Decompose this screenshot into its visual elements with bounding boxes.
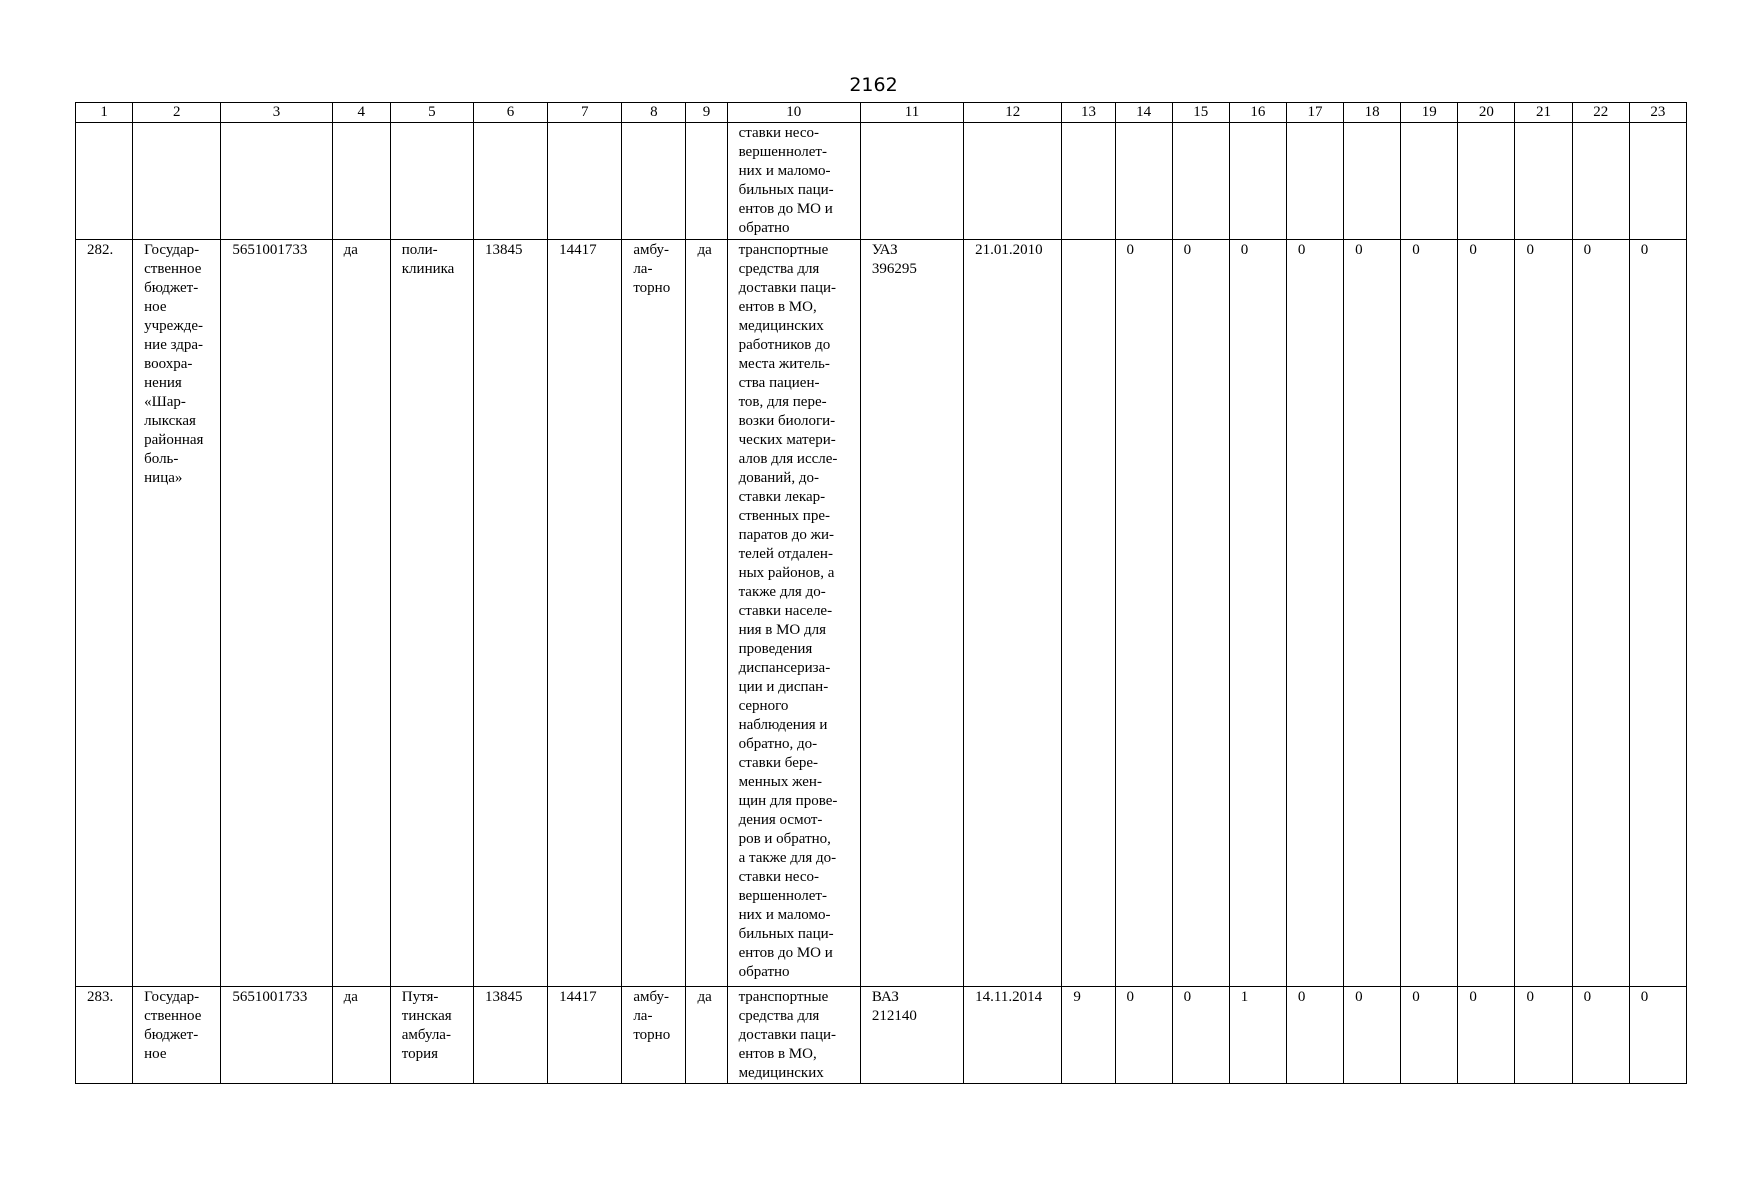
column-number: 13 (1062, 103, 1115, 123)
table-cell: 0 (1401, 240, 1458, 987)
table-cell: 5651001733 (221, 240, 332, 987)
table-row (76, 123, 1687, 240)
table-cell: 14417 (548, 240, 622, 987)
table-cell: 13845 (473, 987, 547, 1084)
table-cell (1062, 240, 1115, 987)
table-cell (622, 123, 686, 240)
column-number: 4 (332, 103, 390, 123)
column-number: 17 (1286, 103, 1343, 123)
table-cell: 14.11.2014 (964, 987, 1062, 1084)
table-cell: 283. (76, 987, 133, 1084)
table-cell: да (332, 987, 390, 1084)
table-cell: 0 (1458, 987, 1515, 1084)
table-cell: 0 (1572, 240, 1629, 987)
table-cell: да (686, 240, 727, 987)
table-cell: 14417 (548, 987, 622, 1084)
table-cell: ставки несо- вершеннолет- них и маломо- бильных паци- ентов до МО и обратно (727, 123, 860, 240)
column-number: 10 (727, 103, 860, 123)
table-cell: 0 (1115, 987, 1172, 1084)
table-cell (1115, 123, 1172, 240)
table-cell (1515, 123, 1572, 240)
column-number: 14 (1115, 103, 1172, 123)
page-number: 2162 (849, 74, 898, 96)
table-cell: 0 (1572, 987, 1629, 1084)
table-cell: Путя- тинская амбула- тория (390, 987, 473, 1084)
table-cell: поли- клиника (390, 240, 473, 987)
table-cell: 5651001733 (221, 987, 332, 1084)
table-cell (390, 123, 473, 240)
column-number: 2 (133, 103, 221, 123)
table-cell: 0 (1458, 240, 1515, 987)
table-cell: 0 (1172, 987, 1229, 1084)
table-cell: 0 (1229, 240, 1286, 987)
table-cell: 0 (1629, 987, 1686, 1084)
table-cell: ВАЗ 212140 (860, 987, 963, 1084)
table-cell (76, 123, 133, 240)
column-number: 5 (390, 103, 473, 123)
table-cell (964, 123, 1062, 240)
table-cell: 0 (1629, 240, 1686, 987)
table-cell (1229, 123, 1286, 240)
data-table (75, 102, 1687, 1084)
column-number: 22 (1572, 103, 1629, 123)
table-cell: амбу- ла- торно (622, 987, 686, 1084)
table-cell (1458, 123, 1515, 240)
column-number: 3 (221, 103, 332, 123)
table-cell (1401, 123, 1458, 240)
table-cell: транспортные средства для доставки паци- ентов в МО, медицинских (727, 987, 860, 1084)
column-number: 6 (473, 103, 547, 123)
table-cell: 21.01.2010 (964, 240, 1062, 987)
table-cell: 0 (1115, 240, 1172, 987)
column-number: 19 (1401, 103, 1458, 123)
table-cell: 9 (1062, 987, 1115, 1084)
table-cell: 0 (1515, 987, 1572, 1084)
column-number: 7 (548, 103, 622, 123)
column-number: 1 (76, 103, 133, 123)
column-number: 9 (686, 103, 727, 123)
column-number-row (76, 103, 1687, 123)
table-cell: 282. (76, 240, 133, 987)
table-cell (860, 123, 963, 240)
table-cell: 0 (1286, 240, 1343, 987)
table-row (76, 240, 1687, 987)
column-number: 23 (1629, 103, 1686, 123)
table-cell (1286, 123, 1343, 240)
table-cell (221, 123, 332, 240)
table-cell (548, 123, 622, 240)
table-cell: 0 (1344, 240, 1401, 987)
table-cell: 0 (1344, 987, 1401, 1084)
column-number: 11 (860, 103, 963, 123)
table-cell (686, 123, 727, 240)
column-number: 12 (964, 103, 1062, 123)
table-cell: транспортные средства для доставки паци- ентов в МО, медицинских работников до места житель- ства пациен- тов, для пере- возки биологи- ческих матери- алов для иссле- дований, до- ставки лекар- ственных пре- паратов до жи- телей отдален- ных районов, а также для до- ставки населе- ния в МО для проведения диспансериза- ции и диспан- серного наблюдения и обратно, до- ставки бере- менных жен- щин для прове- дения осмот- ров и обратно, а также для до- ставки несо- вершеннолет- них и маломо- бильных паци- ентов до МО и обратно (727, 240, 860, 987)
table-cell (1062, 123, 1115, 240)
table-cell: 0 (1286, 987, 1343, 1084)
table-cell (133, 123, 221, 240)
table-cell (1629, 123, 1686, 240)
table-row (76, 987, 1687, 1084)
table-cell (1572, 123, 1629, 240)
column-number: 16 (1229, 103, 1286, 123)
column-number: 18 (1344, 103, 1401, 123)
table-cell: УАЗ 396295 (860, 240, 963, 987)
column-number: 15 (1172, 103, 1229, 123)
table-cell: 13845 (473, 240, 547, 987)
column-number: 20 (1458, 103, 1515, 123)
table-cell: 0 (1401, 987, 1458, 1084)
table-cell: Государ- ственное бюджет- ное (133, 987, 221, 1084)
table-cell (1344, 123, 1401, 240)
table-cell: 0 (1172, 240, 1229, 987)
table-cell (332, 123, 390, 240)
table-cell: 1 (1229, 987, 1286, 1084)
table-cell (473, 123, 547, 240)
column-number: 21 (1515, 103, 1572, 123)
table-cell: да (332, 240, 390, 987)
table-cell: 0 (1515, 240, 1572, 987)
table-cell: амбу- ла- торно (622, 240, 686, 987)
table-cell (1172, 123, 1229, 240)
table-cell: Государ- ственное бюджет- ное учрежде- ние здра- воохра- нения «Шар- лыкская районная боль- ница» (133, 240, 221, 987)
column-number: 8 (622, 103, 686, 123)
table-cell: да (686, 987, 727, 1084)
